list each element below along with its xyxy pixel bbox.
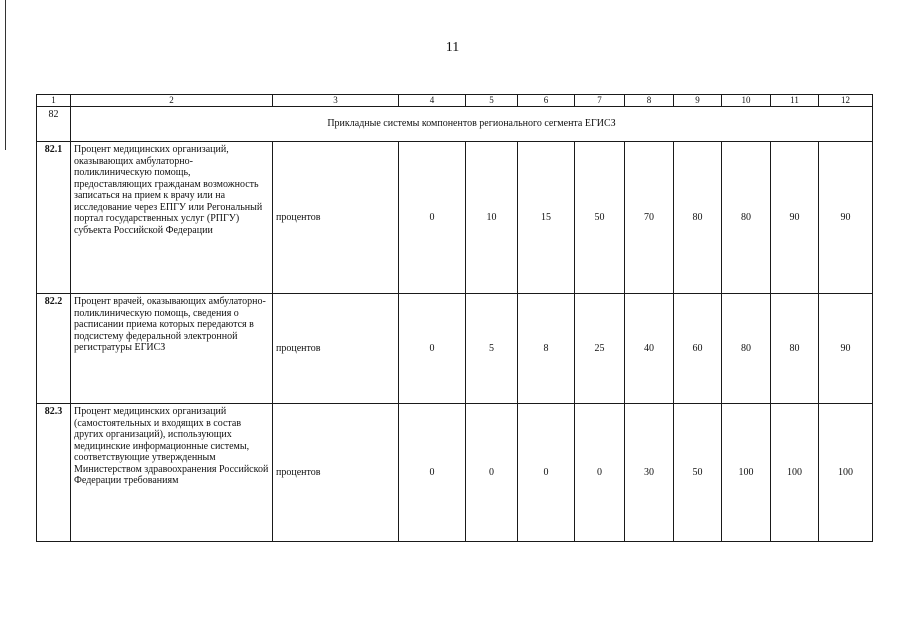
value-cell: 80: [771, 294, 819, 404]
column-header: 4: [399, 95, 466, 107]
column-header: 6: [518, 95, 575, 107]
indicators-table: [36, 94, 873, 542]
value-cell: 100: [722, 404, 771, 542]
section-title: Прикладные системы компонентов регионального сегмента ЕГИСЗ: [71, 107, 873, 142]
value-cell: 30: [625, 404, 674, 542]
value-cell: 40: [625, 294, 674, 404]
value-cell: 100: [819, 404, 873, 542]
value-cell: 15: [518, 142, 575, 294]
unit-cell: процентов: [273, 142, 399, 294]
value-cell: 80: [674, 142, 722, 294]
value-cell: 0: [399, 294, 466, 404]
table-row: [37, 142, 873, 294]
row-code: 82.2: [37, 294, 71, 404]
value-cell: 5: [466, 294, 518, 404]
value-cell: 0: [399, 404, 466, 542]
table-row: [37, 294, 873, 404]
column-header: 1: [37, 95, 71, 107]
value-cell: 100: [771, 404, 819, 542]
column-header: 10: [722, 95, 771, 107]
value-cell: 0: [518, 404, 575, 542]
column-header: 12: [819, 95, 873, 107]
column-header: 2: [71, 95, 273, 107]
column-header: 8: [625, 95, 674, 107]
value-cell: 10: [466, 142, 518, 294]
value-cell: 90: [819, 142, 873, 294]
value-cell: 90: [819, 294, 873, 404]
row-code: 82.3: [37, 404, 71, 542]
value-cell: 25: [575, 294, 625, 404]
value-cell: 0: [575, 404, 625, 542]
value-cell: 80: [722, 142, 771, 294]
section-code: 82: [37, 107, 71, 142]
section-row: [37, 107, 873, 142]
value-cell: 0: [399, 142, 466, 294]
value-cell: 90: [771, 142, 819, 294]
column-header: 7: [575, 95, 625, 107]
column-header: 5: [466, 95, 518, 107]
value-cell: 70: [625, 142, 674, 294]
value-cell: 50: [674, 404, 722, 542]
page-number: 11: [445, 40, 460, 55]
value-cell: 80: [722, 294, 771, 404]
value-cell: 50: [575, 142, 625, 294]
column-header: 3: [273, 95, 399, 107]
indicator-name: Процент врачей, оказывающих амбулаторно-поликлиническую помощь, сведения о расписании приема которых передаются в подсистему федеральной электронной регистратуры ЕГИСЗ: [71, 294, 273, 404]
value-cell: 0: [466, 404, 518, 542]
unit-cell: процентов: [273, 404, 399, 542]
unit-cell: процентов: [273, 294, 399, 404]
value-cell: 8: [518, 294, 575, 404]
indicator-name: Процент медицинских организаций, оказывающих амбулаторно-поликлиническую помощь, предоставляющих гражданам возможность записаться на прием к врачу или на исследование через ЕПГУ или Регональный портал государственных услуг (РПГУ) субъекта Российской Федерации: [71, 142, 273, 294]
value-cell: 60: [674, 294, 722, 404]
indicator-name: Процент медицинских организаций (самостоятельных и входящих в состав других организаций), использующих медицинские информационные системы, соответствующие утвержденным Министерством здравоохранения Российской Федерации требованиям: [71, 404, 273, 542]
column-header: 9: [674, 95, 722, 107]
column-header: 11: [771, 95, 819, 107]
row-code: 82.1: [37, 142, 71, 294]
column-number-row: [37, 95, 873, 107]
table-row: [37, 404, 873, 542]
page-left-edge-line: [5, 0, 6, 150]
